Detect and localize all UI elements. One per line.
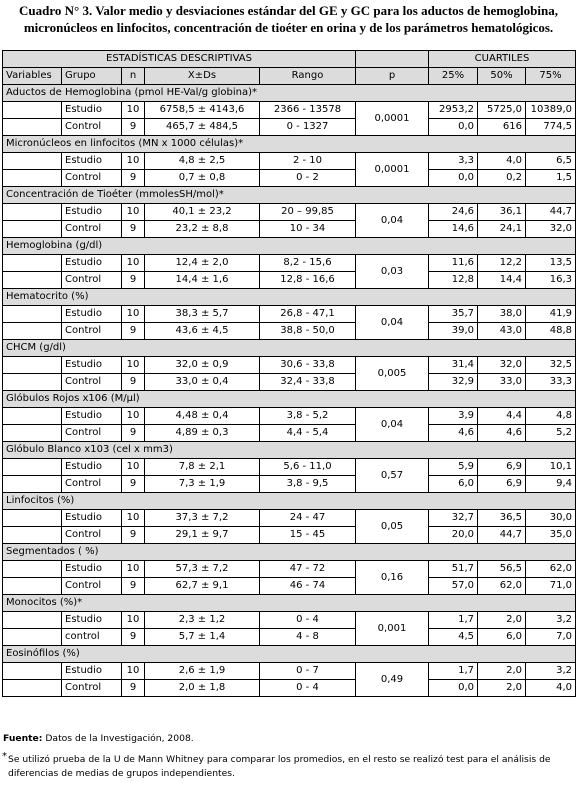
table-row <box>3 561 576 578</box>
q25-cell: 12,8 <box>429 272 478 289</box>
table-row <box>3 527 576 544</box>
q25-cell: 51,7 <box>429 561 478 578</box>
group-cell: Estudio <box>62 306 122 323</box>
q25-cell: 0,0 <box>429 119 478 136</box>
mean-sd-cell: 32,0 ± 0,9 <box>145 357 260 374</box>
mean-sd-cell: 57,3 ± 7,2 <box>145 561 260 578</box>
q75-cell: 10,1 <box>526 459 576 476</box>
group-cell: Estudio <box>62 561 122 578</box>
range-cell: 3,8 - 5,2 <box>260 408 356 425</box>
column-header: Variables <box>3 68 62 85</box>
range-cell: 4,4 - 5,4 <box>260 425 356 442</box>
section-row <box>3 340 576 357</box>
q25-cell: 32,7 <box>429 510 478 527</box>
q50-cell: 4,4 <box>478 408 526 425</box>
n-cell: 10 <box>122 204 145 221</box>
range-cell: 32,4 - 33,8 <box>260 374 356 391</box>
section-title: Linfocitos (%) <box>3 493 576 510</box>
n-cell: 9 <box>122 119 145 136</box>
q50-cell: 44,7 <box>478 527 526 544</box>
n-cell: 10 <box>122 153 145 170</box>
n-cell: 9 <box>122 374 145 391</box>
q25-cell: 6,0 <box>429 476 478 493</box>
mean-sd-cell: 4,8 ± 2,5 <box>145 153 260 170</box>
q50-cell: 0,2 <box>478 170 526 187</box>
group-cell: Control <box>62 221 122 238</box>
section-row <box>3 238 576 255</box>
q25-cell: 5,9 <box>429 459 478 476</box>
range-cell: 15 - 45 <box>260 527 356 544</box>
group-cell: Control <box>62 323 122 340</box>
column-header: n <box>122 68 145 85</box>
table-row <box>3 459 576 476</box>
section-title: Micronúcleos en linfocitos (MN x 1000 células)* <box>3 136 576 153</box>
q25-cell: 1,7 <box>429 612 478 629</box>
table-row <box>3 170 576 187</box>
table-row <box>3 204 576 221</box>
variables-blank-cell <box>3 221 62 238</box>
table-row <box>3 374 576 391</box>
q25-cell: 3,9 <box>429 408 478 425</box>
mean-sd-cell: 7,3 ± 1,9 <box>145 476 260 493</box>
mean-sd-cell: 6758,5 ± 4143,6 <box>145 102 260 119</box>
header-descriptive-stats: ESTADÍSTICAS DESCRIPTIVAS <box>3 51 356 68</box>
n-cell: 10 <box>122 255 145 272</box>
method-note-line-1: Se utilizó prueba de la U de Mann Whitney para comparar los promedios, en el resto se realizó test para el análisis de <box>8 754 551 765</box>
q75-cell: 35,0 <box>526 527 576 544</box>
section-title: CHCM (g/dl) <box>3 340 576 357</box>
group-cell: Estudio <box>62 357 122 374</box>
q50-cell: 14,4 <box>478 272 526 289</box>
column-header: 50% <box>478 68 526 85</box>
q75-cell: 5,2 <box>526 425 576 442</box>
n-cell: 10 <box>122 408 145 425</box>
mean-sd-cell: 4,48 ± 0,4 <box>145 408 260 425</box>
q50-cell: 4,0 <box>478 153 526 170</box>
n-cell: 9 <box>122 629 145 646</box>
q25-cell: 4,6 <box>429 425 478 442</box>
q50-cell: 56,5 <box>478 561 526 578</box>
column-header: p <box>356 68 429 85</box>
table-row <box>3 612 576 629</box>
variables-blank-cell <box>3 561 62 578</box>
variables-blank-cell <box>3 425 62 442</box>
group-cell: Estudio <box>62 612 122 629</box>
q75-cell: 62,0 <box>526 561 576 578</box>
group-cell: Control <box>62 425 122 442</box>
source-note <box>3 732 194 746</box>
group-header-row <box>3 51 576 68</box>
range-cell: 0 - 7 <box>260 663 356 680</box>
column-header: 75% <box>526 68 576 85</box>
variables-blank-cell <box>3 663 62 680</box>
q75-cell: 9,4 <box>526 476 576 493</box>
table-row <box>3 323 576 340</box>
q50-cell: 43,0 <box>478 323 526 340</box>
q75-cell: 4,8 <box>526 408 576 425</box>
range-cell: 26,8 - 47,1 <box>260 306 356 323</box>
caption-line-2: micronúcleos en linfocitos, concentración de tioéter en orina y de los parámetros hematológicos. <box>23 20 554 35</box>
range-cell: 47 - 72 <box>260 561 356 578</box>
mean-sd-cell: 14,4 ± 1,6 <box>145 272 260 289</box>
n-cell: 9 <box>122 680 145 697</box>
variables-blank-cell <box>3 459 62 476</box>
n-cell: 9 <box>122 527 145 544</box>
range-cell: 0 - 4 <box>260 612 356 629</box>
section-row <box>3 544 576 561</box>
q75-cell: 48,8 <box>526 323 576 340</box>
p-value-cell: 0,04 <box>356 306 429 340</box>
caption-line-1: Cuadro N° 3. Valor medio y desviaciones estándar del GE y GC para los aductos de hemoglobina, <box>19 3 558 18</box>
mean-sd-cell: 0,7 ± 0,8 <box>145 170 260 187</box>
mean-sd-cell: 43,6 ± 4,5 <box>145 323 260 340</box>
q25-cell: 31,4 <box>429 357 478 374</box>
mean-sd-cell: 29,1 ± 9,7 <box>145 527 260 544</box>
variables-blank-cell <box>3 119 62 136</box>
section-row <box>3 136 576 153</box>
n-cell: 9 <box>122 323 145 340</box>
q25-cell: 24,6 <box>429 204 478 221</box>
q25-cell: 39,0 <box>429 323 478 340</box>
q25-cell: 3,3 <box>429 153 478 170</box>
p-value-cell: 0,49 <box>356 663 429 697</box>
n-cell: 10 <box>122 357 145 374</box>
q75-cell: 16,3 <box>526 272 576 289</box>
q25-cell: 4,5 <box>429 629 478 646</box>
n-cell: 9 <box>122 170 145 187</box>
mean-sd-cell: 23,2 ± 8,8 <box>145 221 260 238</box>
table-row <box>3 306 576 323</box>
section-row <box>3 85 576 102</box>
p-value-cell: 0,05 <box>356 510 429 544</box>
table-row <box>3 680 576 697</box>
mean-sd-cell: 37,3 ± 7,2 <box>145 510 260 527</box>
section-row <box>3 595 576 612</box>
group-cell: Control <box>62 578 122 595</box>
n-cell: 9 <box>122 272 145 289</box>
variables-blank-cell <box>3 272 62 289</box>
p-value-cell: 0,16 <box>356 561 429 595</box>
q50-cell: 2,0 <box>478 680 526 697</box>
n-cell: 9 <box>122 221 145 238</box>
variables-blank-cell <box>3 510 62 527</box>
n-cell: 10 <box>122 306 145 323</box>
table-row <box>3 357 576 374</box>
q50-cell: 2,0 <box>478 612 526 629</box>
section-title: Monocitos (%)* <box>3 595 576 612</box>
range-cell: 24 - 47 <box>260 510 356 527</box>
range-cell: 12,8 - 16,6 <box>260 272 356 289</box>
group-cell: Control <box>62 170 122 187</box>
column-header: X±Ds <box>145 68 260 85</box>
p-value-cell: 0,001 <box>356 612 429 646</box>
n-cell: 9 <box>122 476 145 493</box>
mean-sd-cell: 40,1 ± 23,2 <box>145 204 260 221</box>
q75-cell: 71,0 <box>526 578 576 595</box>
q25-cell: 2953,2 <box>429 102 478 119</box>
q75-cell: 4,0 <box>526 680 576 697</box>
n-cell: 9 <box>122 425 145 442</box>
q25-cell: 0,0 <box>429 170 478 187</box>
mean-sd-cell: 5,7 ± 1,4 <box>145 629 260 646</box>
section-title: Concentración de Tioéter (mmolesSH/mol)* <box>3 187 576 204</box>
variables-blank-cell <box>3 408 62 425</box>
method-note <box>2 751 573 781</box>
statistics-table <box>2 50 576 697</box>
section-row <box>3 646 576 663</box>
p-value-cell: 0,04 <box>356 204 429 238</box>
variables-blank-cell <box>3 170 62 187</box>
section-row <box>3 493 576 510</box>
section-title: Glóbulos Rojos x106 (M/µl) <box>3 391 576 408</box>
group-cell: Estudio <box>62 153 122 170</box>
note-marker: * <box>2 751 7 762</box>
group-cell: Control <box>62 680 122 697</box>
q50-cell: 62,0 <box>478 578 526 595</box>
q50-cell: 616 <box>478 119 526 136</box>
q25-cell: 57,0 <box>429 578 478 595</box>
table-row <box>3 510 576 527</box>
n-cell: 10 <box>122 510 145 527</box>
method-note-line-2: diferencias de medias de grupos independientes. <box>8 768 235 779</box>
table-row <box>3 272 576 289</box>
section-title: Glóbulo Blanco x103 (cel x mm3) <box>3 442 576 459</box>
p-value-cell: 0,04 <box>356 408 429 442</box>
q75-cell: 32,5 <box>526 357 576 374</box>
range-cell: 5,6 - 11,0 <box>260 459 356 476</box>
variables-blank-cell <box>3 102 62 119</box>
q50-cell: 5725,0 <box>478 102 526 119</box>
q75-cell: 41,9 <box>526 306 576 323</box>
mean-sd-cell: 62,7 ± 9,1 <box>145 578 260 595</box>
variables-blank-cell <box>3 527 62 544</box>
q50-cell: 36,5 <box>478 510 526 527</box>
mean-sd-cell: 12,4 ± 2,0 <box>145 255 260 272</box>
n-cell: 9 <box>122 578 145 595</box>
source-text: Datos de la Investigación, 2008. <box>45 733 194 744</box>
range-cell: 4 - 8 <box>260 629 356 646</box>
column-header: Rango <box>260 68 356 85</box>
table-row <box>3 153 576 170</box>
q75-cell: 13,5 <box>526 255 576 272</box>
section-title: Hematocrito (%) <box>3 289 576 306</box>
variables-blank-cell <box>3 357 62 374</box>
group-cell: Estudio <box>62 204 122 221</box>
q50-cell: 4,6 <box>478 425 526 442</box>
q50-cell: 32,0 <box>478 357 526 374</box>
table-row <box>3 425 576 442</box>
q75-cell: 6,5 <box>526 153 576 170</box>
group-cell: Estudio <box>62 408 122 425</box>
variables-blank-cell <box>3 153 62 170</box>
section-title: Segmentados ( %) <box>3 544 576 561</box>
q50-cell: 6,0 <box>478 629 526 646</box>
table-row <box>3 476 576 493</box>
variables-blank-cell <box>3 476 62 493</box>
group-cell: Control <box>62 527 122 544</box>
table-row <box>3 663 576 680</box>
mean-sd-cell: 465,7 ± 484,5 <box>145 119 260 136</box>
table-row <box>3 578 576 595</box>
range-cell: 10 - 34 <box>260 221 356 238</box>
range-cell: 2366 - 13578 <box>260 102 356 119</box>
q75-cell: 3,2 <box>526 612 576 629</box>
section-title: Aductos de Hemoglobina (pmol HE-Val/g globina)* <box>3 85 576 102</box>
column-header-row <box>3 68 576 85</box>
q25-cell: 1,7 <box>429 663 478 680</box>
p-value-cell: 0,005 <box>356 357 429 391</box>
variables-blank-cell <box>3 204 62 221</box>
variables-blank-cell <box>3 578 62 595</box>
table-caption <box>0 2 577 36</box>
q25-cell: 20,0 <box>429 527 478 544</box>
mean-sd-cell: 38,3 ± 5,7 <box>145 306 260 323</box>
n-cell: 10 <box>122 663 145 680</box>
variables-blank-cell <box>3 374 62 391</box>
mean-sd-cell: 7,8 ± 2,1 <box>145 459 260 476</box>
q50-cell: 36,1 <box>478 204 526 221</box>
mean-sd-cell: 4,89 ± 0,3 <box>145 425 260 442</box>
header-quartiles: CUARTILES <box>429 51 576 68</box>
q50-cell: 38,0 <box>478 306 526 323</box>
column-header: Grupo <box>62 68 122 85</box>
range-cell: 30,6 - 33,8 <box>260 357 356 374</box>
n-cell: 10 <box>122 612 145 629</box>
range-cell: 46 - 74 <box>260 578 356 595</box>
table-row <box>3 629 576 646</box>
section-row <box>3 442 576 459</box>
q75-cell: 3,2 <box>526 663 576 680</box>
variables-blank-cell <box>3 629 62 646</box>
n-cell: 10 <box>122 561 145 578</box>
q25-cell: 0,0 <box>429 680 478 697</box>
variables-blank-cell <box>3 323 62 340</box>
group-cell: Control <box>62 272 122 289</box>
q50-cell: 12,2 <box>478 255 526 272</box>
mean-sd-cell: 2,6 ± 1,9 <box>145 663 260 680</box>
range-cell: 0 - 1327 <box>260 119 356 136</box>
q75-cell: 44,7 <box>526 204 576 221</box>
range-cell: 20 – 99,85 <box>260 204 356 221</box>
range-cell: 0 - 4 <box>260 680 356 697</box>
range-cell: 2 - 10 <box>260 153 356 170</box>
section-title: Eosinófilos (%) <box>3 646 576 663</box>
mean-sd-cell: 2,0 ± 1,8 <box>145 680 260 697</box>
table-row <box>3 221 576 238</box>
variables-blank-cell <box>3 306 62 323</box>
mean-sd-cell: 33,0 ± 0,4 <box>145 374 260 391</box>
group-cell: Estudio <box>62 102 122 119</box>
range-cell: 8,2 - 15,6 <box>260 255 356 272</box>
group-cell: control <box>62 629 122 646</box>
range-cell: 38,8 - 50,0 <box>260 323 356 340</box>
range-cell: 0 - 2 <box>260 170 356 187</box>
q75-cell: 7,0 <box>526 629 576 646</box>
n-cell: 10 <box>122 459 145 476</box>
group-cell: Estudio <box>62 459 122 476</box>
variables-blank-cell <box>3 255 62 272</box>
p-value-cell: 0,57 <box>356 459 429 493</box>
q25-cell: 11,6 <box>429 255 478 272</box>
section-row <box>3 187 576 204</box>
q50-cell: 24,1 <box>478 221 526 238</box>
group-cell: Control <box>62 374 122 391</box>
q50-cell: 2,0 <box>478 663 526 680</box>
table-row <box>3 408 576 425</box>
section-title: Hemoglobina (g/dl) <box>3 238 576 255</box>
table-row <box>3 255 576 272</box>
group-cell: Estudio <box>62 510 122 527</box>
n-cell: 10 <box>122 102 145 119</box>
q75-cell: 33,3 <box>526 374 576 391</box>
column-header: 25% <box>429 68 478 85</box>
section-row <box>3 391 576 408</box>
q25-cell: 32,9 <box>429 374 478 391</box>
q50-cell: 6,9 <box>478 476 526 493</box>
mean-sd-cell: 2,3 ± 1,2 <box>145 612 260 629</box>
range-cell: 3,8 - 9,5 <box>260 476 356 493</box>
q75-cell: 32,0 <box>526 221 576 238</box>
group-cell: Control <box>62 119 122 136</box>
group-cell: Control <box>62 476 122 493</box>
p-value-cell: 0,0001 <box>356 153 429 187</box>
variables-blank-cell <box>3 680 62 697</box>
q75-cell: 774,5 <box>526 119 576 136</box>
header-blank-cell <box>356 51 429 68</box>
table-row <box>3 119 576 136</box>
group-cell: Estudio <box>62 255 122 272</box>
q75-cell: 30,0 <box>526 510 576 527</box>
q50-cell: 6,9 <box>478 459 526 476</box>
q25-cell: 14,6 <box>429 221 478 238</box>
p-value-cell: 0,03 <box>356 255 429 289</box>
p-value-cell: 0,0001 <box>356 102 429 136</box>
source-label: Fuente: <box>3 733 43 744</box>
q75-cell: 10389,0 <box>526 102 576 119</box>
q25-cell: 35,7 <box>429 306 478 323</box>
q75-cell: 1,5 <box>526 170 576 187</box>
group-cell: Estudio <box>62 663 122 680</box>
q50-cell: 33,0 <box>478 374 526 391</box>
section-row <box>3 289 576 306</box>
table-row <box>3 102 576 119</box>
variables-blank-cell <box>3 612 62 629</box>
